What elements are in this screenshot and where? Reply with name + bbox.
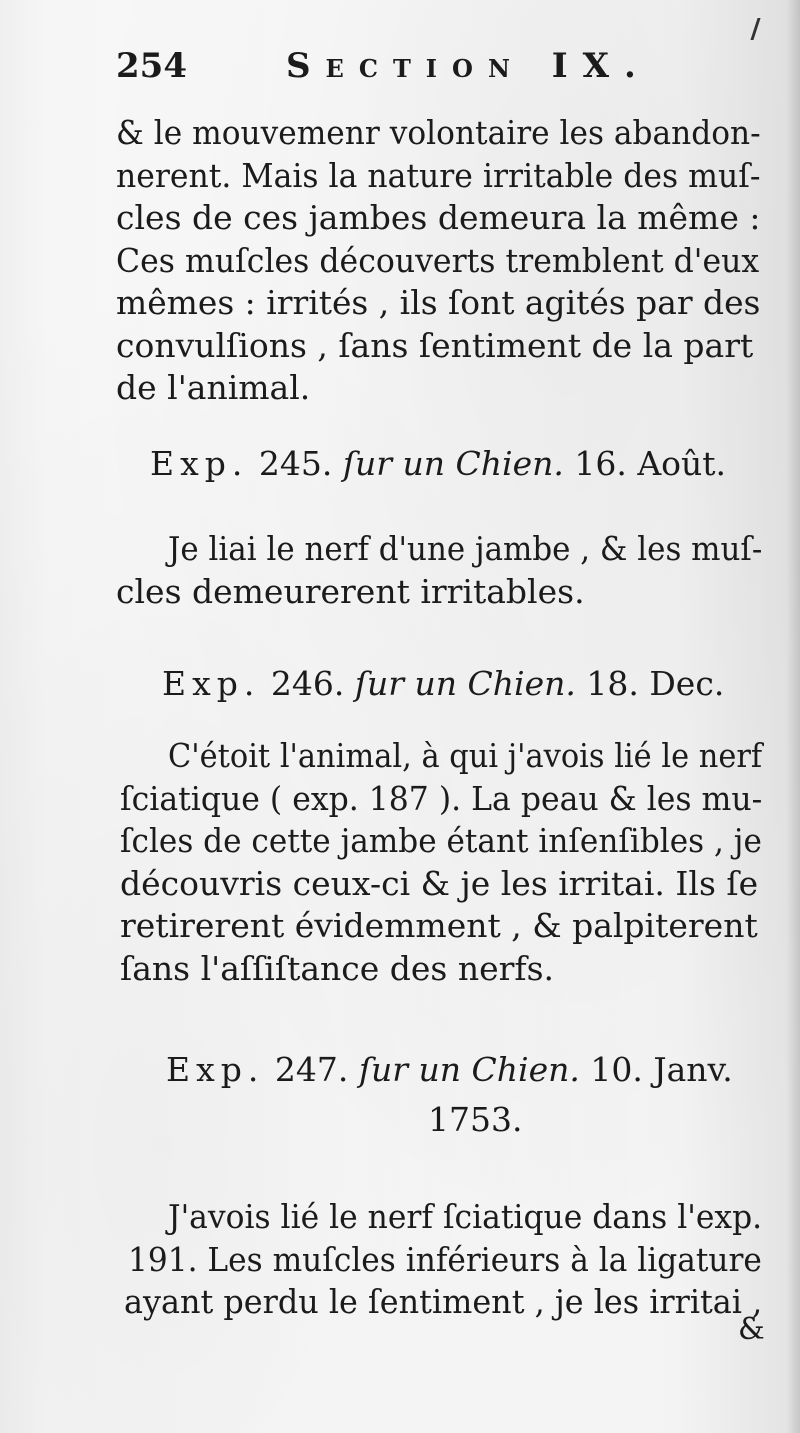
experiment-heading-245 <box>150 444 726 483</box>
exp-subject: ſur un Chien. <box>354 664 576 703</box>
experiment-year: 1753. <box>428 1100 523 1139</box>
text-line: nerent. Mais la nature irritable des muſ- <box>116 155 761 195</box>
exp-date: 18. Dec. <box>586 664 725 703</box>
text-line: C'étoit l'animal, à qui j'avois lié le nerf <box>168 736 763 775</box>
exp-subject: ſur un Chien. <box>342 444 564 483</box>
exp-number: 247. <box>274 1050 349 1089</box>
text-line: ſcles de cette jambe étant inſenſibles , je <box>120 821 762 860</box>
catchword: & <box>738 1312 765 1347</box>
exp-label: Exp. <box>162 664 261 703</box>
ink-mark <box>740 18 760 40</box>
paragraph-3 <box>120 735 763 990</box>
text-line: découvris ceux-ci & je les irritai. Ils ſe <box>120 863 759 903</box>
paragraph-2 <box>116 528 763 613</box>
text-line: cles de ces jambes demeura la même : <box>116 198 761 237</box>
text-line: 191. Les muſcles inférieurs à la ligature <box>128 1239 762 1279</box>
text-line: Ces muſcles découverts tremblent d'eux <box>116 240 760 280</box>
exp-label: Exp. <box>150 444 249 483</box>
exp-subject: ſur un Chien. <box>358 1050 580 1089</box>
exp-label: Exp. <box>166 1050 265 1089</box>
text-line: de l'animal. <box>116 368 311 407</box>
text-line: ſciatique ( exp. 187 ). La peau & les mu- <box>120 778 763 818</box>
text-line: mêmes : irrités , ils ſont agités par des <box>116 283 761 322</box>
text-line: ayant perdu le ſentiment , je les irritai , <box>124 1282 763 1321</box>
exp-number: 246. <box>270 664 345 703</box>
text-line: ſans l'aſſiſtance des nerfs. <box>120 948 555 988</box>
paragraph-4 <box>124 1196 763 1324</box>
text-line: J'avois lié le nerf ſciatique dans l'exp. <box>168 1197 763 1236</box>
page-edge-shadow <box>786 0 800 1433</box>
text-line: retirerent évidemment , & palpiterent <box>120 906 758 945</box>
page-header <box>116 46 696 96</box>
page-number: 254 <box>116 46 187 86</box>
text-line: convulſions , ſans ſentiment de la part <box>116 325 754 365</box>
paragraph-1 <box>116 112 760 410</box>
exp-date: 16. Août. <box>574 444 727 483</box>
exp-date: 10. Janv. <box>590 1050 733 1089</box>
text-line: Je liai le nerf d'une jambe , & les muſ- <box>168 529 763 568</box>
text-line: cles demeurerent irritables. <box>116 571 585 611</box>
exp-number: 245. <box>258 444 333 483</box>
text-line: & le mouvemenr volontaire les abandon- <box>116 113 761 152</box>
experiment-heading-247 <box>166 1050 733 1089</box>
running-title: Section IX. <box>286 46 651 86</box>
experiment-heading-246 <box>162 664 724 703</box>
